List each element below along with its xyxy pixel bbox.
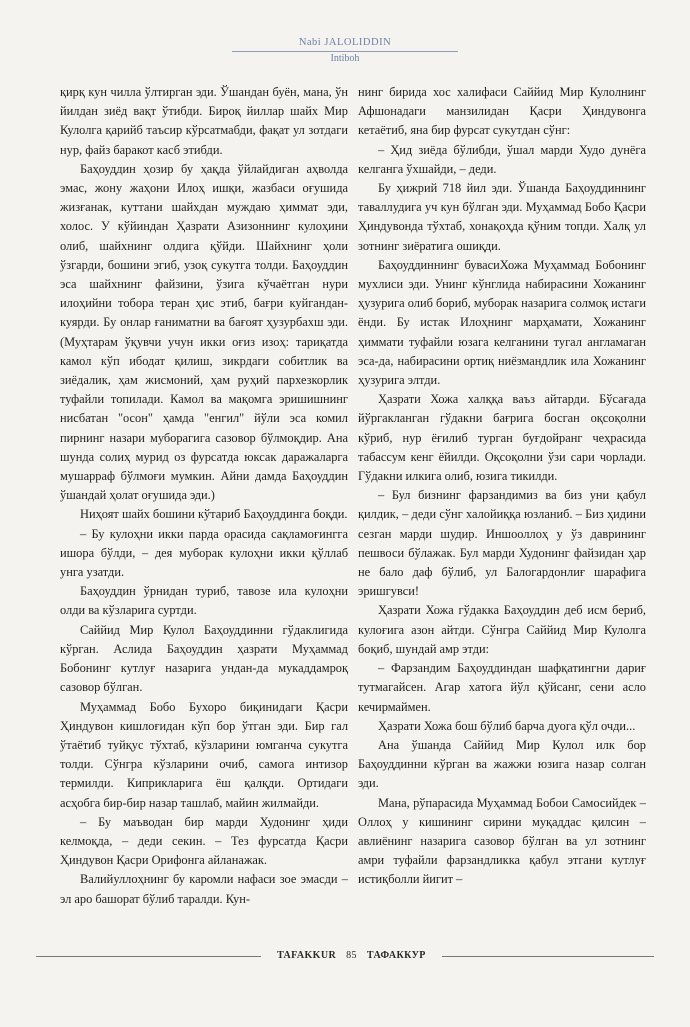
paragraph: – Бу маъводан бир марди Худонинг ҳиди келмоқда, – деди секин. – Тез фурсатда Қасри Ҳиндувон Қасри Орифонга айланажак.	[60, 814, 348, 868]
paragraph: Саййид Мир Кулол Баҳоуддинни гўдаклигида кўрган. Аслида Баҳоуддин ҳазрати Муҳаммад Бобонинг кутлуғ назарига ундан-да мукаддамроқ сазовор бўлган.	[60, 622, 348, 695]
running-header	[0, 36, 690, 65]
paragraph: Ана ўшанда Саййид Мир Кулол илк бор Баҳоуддинни кўрган ва жажжи юзига назар солган эди.	[358, 737, 646, 791]
paragraph: Баҳоуддин ўрнидан туриб, тавозе ила кулоҳни олди ва кўзларига суртди.	[60, 584, 348, 618]
header-author: Nabi JALOLIDDIN	[298, 37, 392, 48]
paragraph: Ҳазрати Хожа бош бўлиб барча дуога қўл очди...	[378, 718, 636, 733]
paragraph: Баҳоуддин ҳозир бу ҳақда ўйлайдиган аҳволда эмас, жону жаҳони Илоҳ ишқи, жазбаси оғушида жизғанак, куттани шайхдан муждаю ҳиммат эди, холос. У кўйиндан Ҳазрати Азизоннинг кулоҳини олиб, шайхнинг олдига қўйди. Шайхнинг ҳоли ўзгарди, бошини эгиб, узоқ сукутга толди. Баҳоуддин эса шайхнинг файзини, ўзига кўчаётган нури илоҳийни тобора теран ҳис этиб, бағри куйгандан-куярди. Бу онлар ғаниматни ва бағоят ҳузурбахш эди. (Муҳтарам ўқувчи учун икки оғиз изоҳ: тариқатда камол кўп ибодат қилиш, зикрдаги собитлик ва зиёдалик, ҳам жисмоний, ҳам руҳий пархезкорлик туфайли топилади. Камол ва мақомга эришишнинг нисбатан "осон" ҳамда "енгил" йўли эса комил пирнинг назари муборагига сазовор бўлмоқдир. Ана шунда солиҳ мурид оз фурсатда юксак даражаларга мушарраф бўлмоғи мумкин. Айни дамда Баҳоуддин ўшандай ҳолат оғушида эди.)	[60, 161, 348, 503]
paragraph: Бу ҳижрий 718 йил эди. Ўшанда Баҳоуддиннинг таваллудига уч кун бўлган эди. Муҳаммад Бобо Қасри Ҳиндувонда тўхтаб, хонақоҳда қўним топди. Халқ ул зотнинг зиёратига ошиқди.	[358, 181, 646, 253]
text-column-right	[358, 83, 646, 890]
footer-rule-left	[36, 956, 261, 957]
page-number: 85	[346, 950, 357, 961]
paragraph: – Бул бизнинг фарзандимиз ва биз уни қабул қилдик, – деди сўнг халойиққа юзланиб. – Биз ҳидини сезган марди шудир. Иншооллоҳ у ўз даврининг пешвоси бўлажак. Бул марди Худонинг файзидан ҳар не бало даф бўлиб, ул Балогардонлиғ шарафига эришгувси!	[358, 488, 646, 599]
paragraph: Ҳазрати Хожа гўдакка Баҳоуддин деб исм бериб, кулоғига азон айтди. Сўнгра Саййид Мир Кулолга боқиб, шундай амр этди:	[358, 603, 646, 656]
paragraph: Валийуллоҳнинг бу каромли нафаси зое эмасди – эл аро башорат бўлиб таралди. Кун-	[60, 872, 348, 906]
header-rule	[232, 51, 458, 52]
footer-text	[261, 949, 442, 963]
paragraph: Баҳоуддиннинг бувасиХожа Муҳаммад Бобонинг мухлиси эди. Унинг кўнглида набирасини Хожанинг ҳузурига олиб бориб, муборак назарига солмоқ истаги ёнди. Бу истак Илоҳнинг марҳамати, Хожанинг ҳиммати туфайли юзага келганини тугал англамаган эса-да, набирасини ортиқ ниёзмандлик ила Хожанинг ҳузурига элтди.	[358, 257, 646, 388]
footer-rule-right	[442, 956, 654, 957]
header-section: Intiboh	[330, 53, 360, 64]
journal-name-latin: TAFAKKUR	[277, 950, 337, 961]
running-footer	[36, 949, 654, 963]
paragraph: – Бу кулоҳни икки парда орасида сақламоғингга ишора бўлди, – дея муборак кулоҳни икки қўллаб унга узатди.	[60, 526, 348, 580]
text-column-left	[60, 83, 348, 909]
paragraph: нинг бирида хос халифаси Саййид Мир Кулолнинг Афшонадаги манзилидан Қасри Ҳиндувонга кетаётиб, яна бир фурсат сукутдан сўнг:	[358, 85, 646, 138]
paragraph: Ҳазрати Хожа халққа ваъз айтарди. Бўсағада йўргакланган гўдакни бағрига босган оқсоқолни кўриб, нур ёғилиб турган буғдойранг чеҳрасида табассум кенг ёйилди. Оқсоқолни ўзи сари чорлади. Гўдакни илкига олиб, юзига тикилди.	[358, 392, 646, 484]
paragraph: – Фарзандим Баҳоуддиндан шафқатингни дариғ тутмагайсен. Агар хатога йўл қўйсанг, сени асло кечирмаймен.	[358, 661, 646, 714]
journal-name-cyrillic: ТАФАККУР	[366, 950, 426, 961]
paragraph: – Ҳид зиёда бўлибди, ўшал марди Худо дунёга келганга ўхшайди, – деди.	[358, 142, 646, 176]
paragraph: Ниҳоят шайх бошини кўтариб Баҳоуддинга боқди.	[80, 507, 348, 522]
paragraph: Мана, рўпарасида Муҳаммад Бобои Самосийдек – Оллоҳ у кишининг сирини муқаддас қилсин – авлиёнинг назарига сазовор бўлган ва ул зотнинг амри туфайли фарзандликка қабул этгани кутлуғ истиқболли йигит –	[358, 795, 646, 887]
paragraph: қирқ кун чилла ўлтирган эди. Ўшандан буён, мана, ўн йилдан зиёд вақт ўтибди. Бироқ йиллар шайх Мир Кулолга қарийб таъсир кўрсатмабди, фақат ул зотдаги нур, файз баракот касб этибди.	[60, 85, 348, 157]
paragraph: Муҳаммад Бобо Бухоро биқинидаги Қасри Ҳиндувон кишлоғидан кўп бор ўтган эди. Бир гал ўтаётиб туйқус тўхтаб, кўзларини юмганча сукутга толди. Сўнгра кўзларини очиб, самога интизор термилди. Киприкларига ёш қалқди. Ортидаги асҳобга бир-бир назар ташлаб, майин жилмайди.	[60, 699, 348, 810]
